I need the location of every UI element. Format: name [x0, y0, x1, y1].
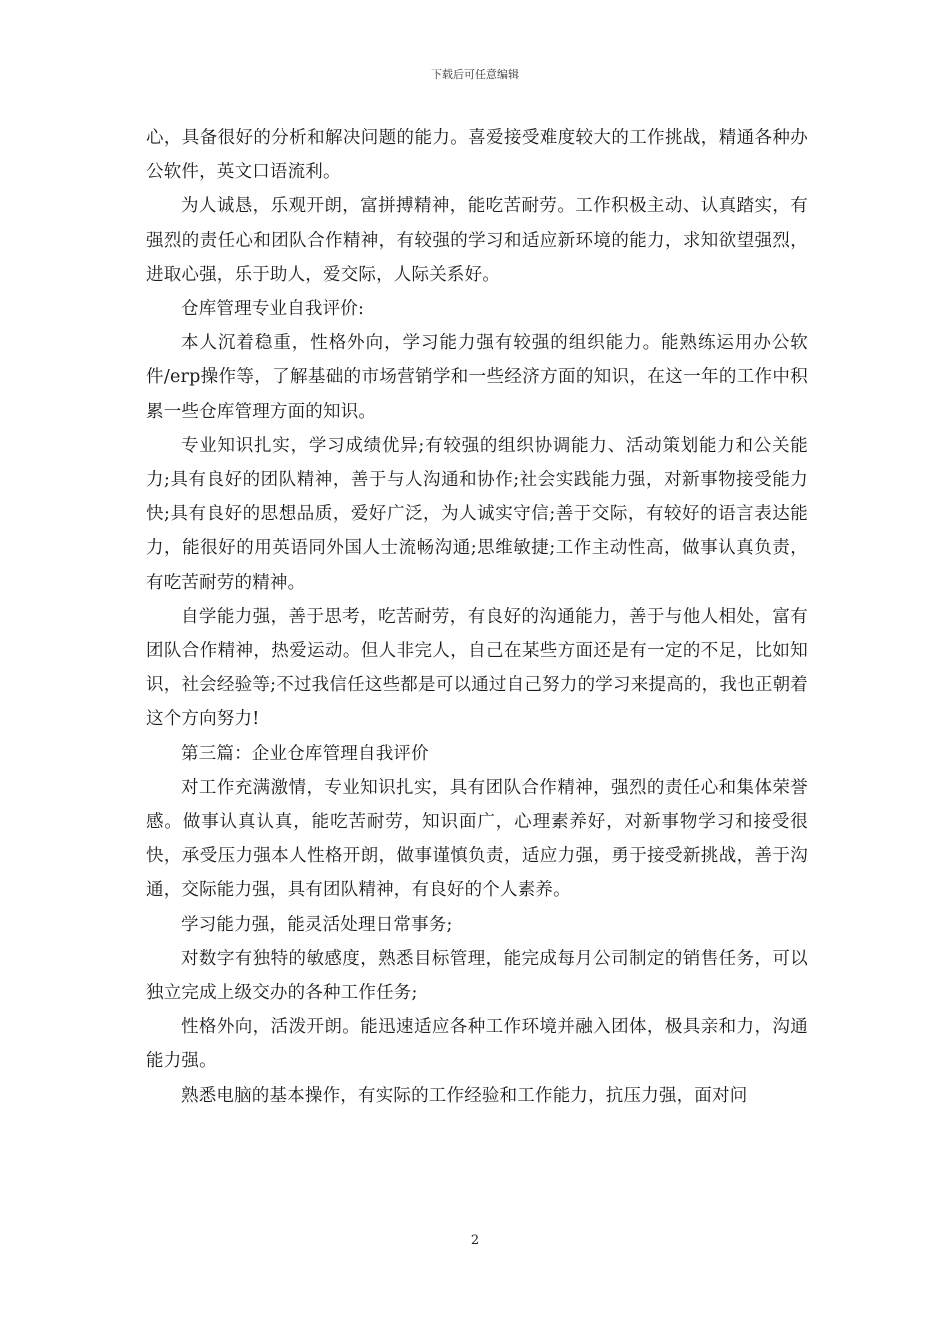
paragraph: 本人沉着稳重，性格外向，学习能力强有较强的组织能力。能熟练运用办公软件/erp操作等，了解基础的市场营销学和一些经济方面的知识，在这一年的工作中积累一些仓库管理方面的知识。: [146, 333, 808, 422]
document-body: [146, 121, 808, 1113]
paragraph: 为人诚恳，乐观开朗，富拼搏精神，能吃苦耐劳。工作积极主动、认真踏实，有强烈的责任心和团队合作精神，有较强的学习和适应新环境的能力，求知欲望强烈，进取心强，乐于助人，爱交际，人际关系好。: [146, 196, 808, 285]
paragraph: 对工作充满激情，专业知识扎实，具有团队合作精神，强烈的责任心和集体荣誉感。做事认真认真，能吃苦耐劳，知识面广，心理素养好，对新事物学习和接受很快，承受压力强本人性格开朗，做事谨慎负责，适应力强，勇于接受新挑战，善于沟通，交际能力强，具有团队精神，有良好的个人素养。: [146, 777, 808, 901]
paragraph: 专业知识扎实，学习成绩优异;有较强的组织协调能力、活动策划能力和公关能力;具有良好的团队精神，善于与人沟通和协作;社会实践能力强，对新事物接受能力快;具有良好的思想品质，爱好广泛，为人诚实守信;善于交际，有较好的语言表达能力，能很好的用英语同外国人士流畅沟通;思维敏捷;工作主动性高，做事认真负责，有吃苦耐劳的精神。: [146, 435, 808, 593]
paragraph: 性格外向，活泼开朗。能迅速适应各种工作环境并融入团体，极具亲和力，沟通能力强。: [146, 1017, 808, 1072]
page-header: 下载后可任意编辑: [431, 68, 519, 81]
section-heading: 第三篇：企业仓库管理自我评价: [181, 743, 429, 764]
paragraph: 学习能力强，能灵活处理日常事务;: [181, 914, 453, 935]
paragraph: 对数字有独特的敏感度，熟悉目标管理，能完成每月公司制定的销售任务，可以独立完成上级交办的各种工作任务;: [146, 948, 808, 1004]
page-number: 2: [470, 1233, 480, 1248]
paragraph: 熟悉电脑的基本操作，有实际的工作经验和工作能力，抗压力强，面对问: [181, 1085, 748, 1106]
paragraph: 心，具备很好的分析和解决问题的能力。喜爱接受难度较大的工作挑战，精通各种办公软件，英文口语流利。: [146, 128, 808, 183]
section-heading: 仓库管理专业自我评价:: [181, 299, 365, 320]
paragraph: 自学能力强，善于思考，吃苦耐劳，有良好的沟通能力，善于与他人相处，富有团队合作精神，热爱运动。但人非完人，自己在某些方面还是有一定的不足，比如知识，社会经验等;不过我信任这些都是可以通过自己努力的学习来提高的，我也正朝着这个方向努力!: [146, 606, 808, 730]
